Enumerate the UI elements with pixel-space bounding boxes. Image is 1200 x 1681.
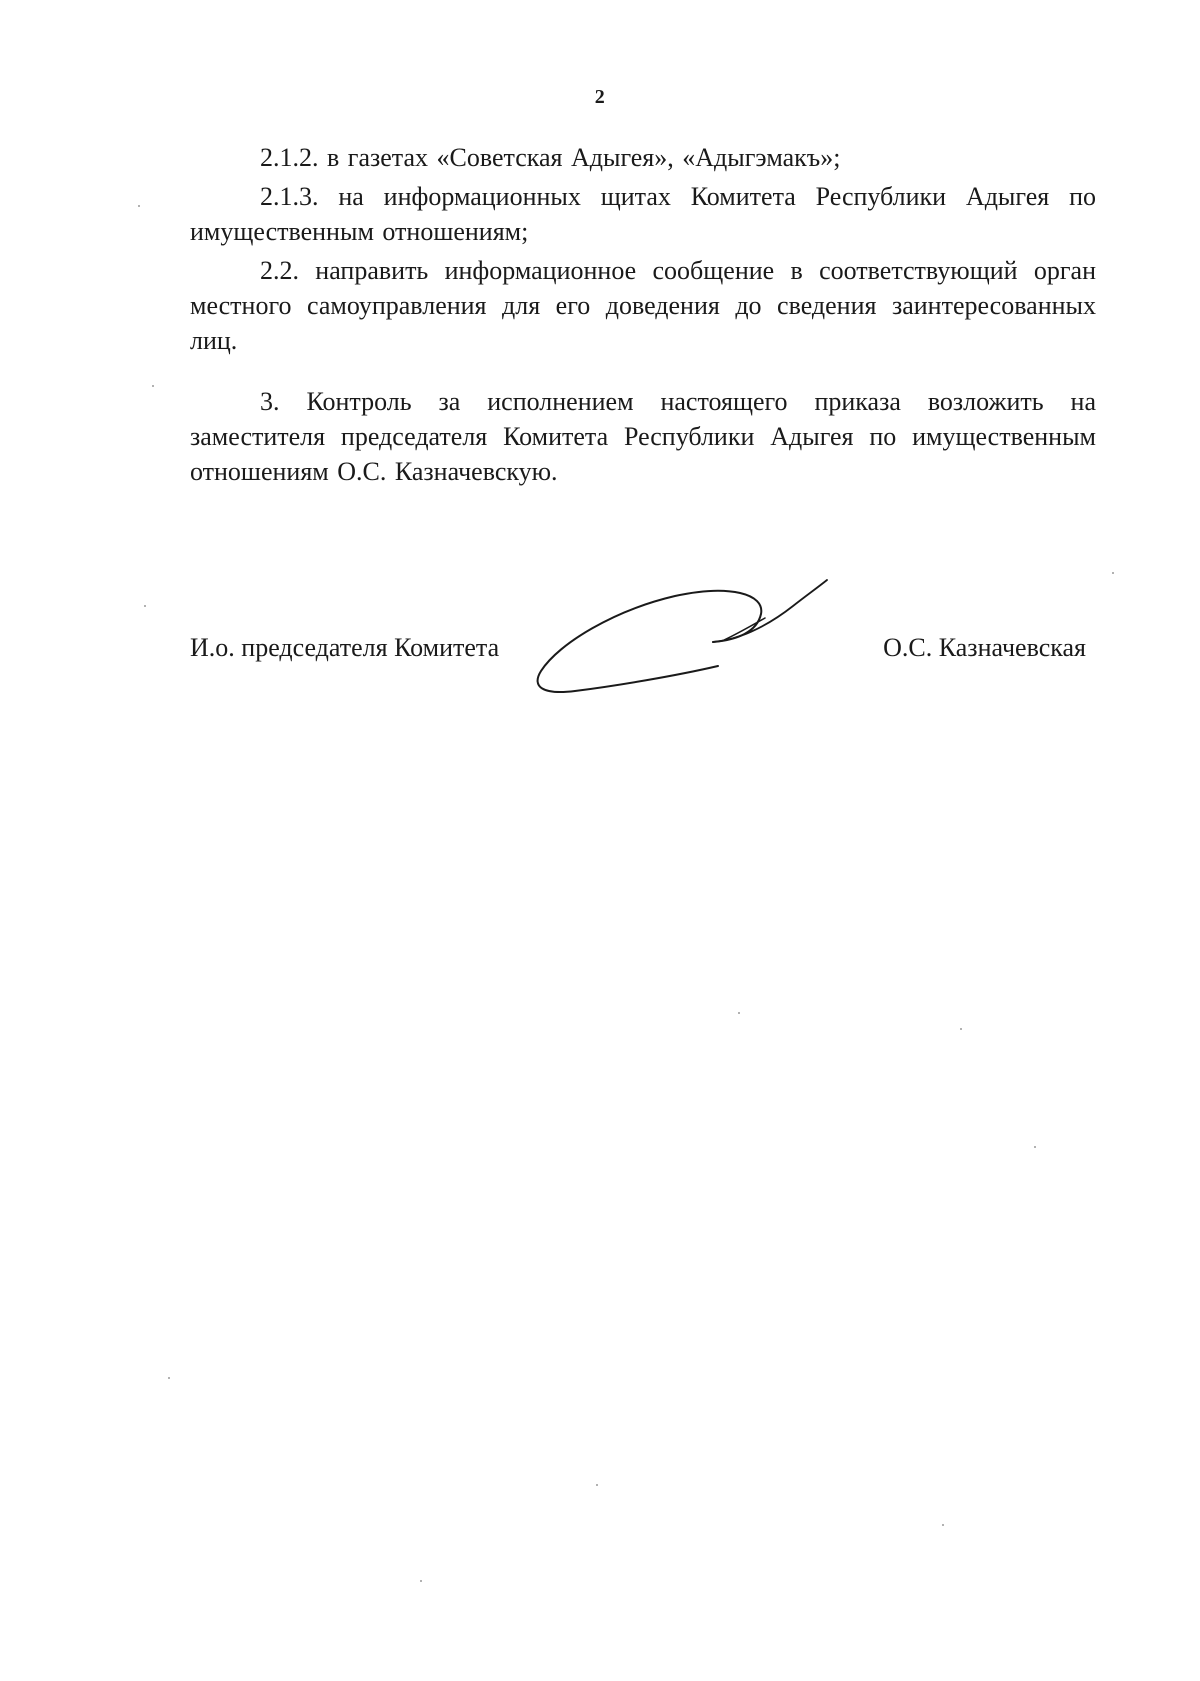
- scan-speck: [168, 1377, 170, 1379]
- scan-speck: [960, 1028, 962, 1030]
- scan-speck: [738, 1012, 740, 1014]
- signatory-title: И.о. председателя Комитета: [190, 633, 500, 662]
- paragraph-2-2: 2.2. направить информационное сообщение в соответствующий орган местного самоуправления для его доведения до сведения заинтересованных лиц.: [190, 256, 1096, 355]
- scan-speck: [420, 1580, 422, 1582]
- control-clause: [190, 384, 1096, 489]
- paragraph-2-1-3: 2.1.3. на информационных щитах Комитета Республики Адыгея по имущественным отношениям;: [190, 182, 1096, 246]
- scan-speck: [138, 205, 140, 207]
- scan-speck: [1112, 572, 1114, 574]
- scan-speck: [1034, 1146, 1036, 1148]
- paragraph-2-1-2: 2.1.2. в газетах «Советская Адыгея», «Адыгэмакъ»;: [260, 143, 841, 172]
- scan-speck: [152, 385, 154, 387]
- publication-instructions: [190, 140, 1096, 358]
- page-number: 2: [594, 86, 606, 108]
- handwritten-signature-icon: [525, 570, 850, 710]
- scan-speck: [942, 1524, 944, 1526]
- paragraph-3: 3. Контроль за исполнением настоящего приказа возложить на заместителя председателя Комитета Республики Адыгея по имущественным отношениям О.С. Казначевскую.: [190, 387, 1096, 486]
- scan-speck: [144, 605, 146, 607]
- signatory-name: О.С. Казначевская: [883, 633, 1086, 662]
- scan-speck: [596, 1484, 598, 1486]
